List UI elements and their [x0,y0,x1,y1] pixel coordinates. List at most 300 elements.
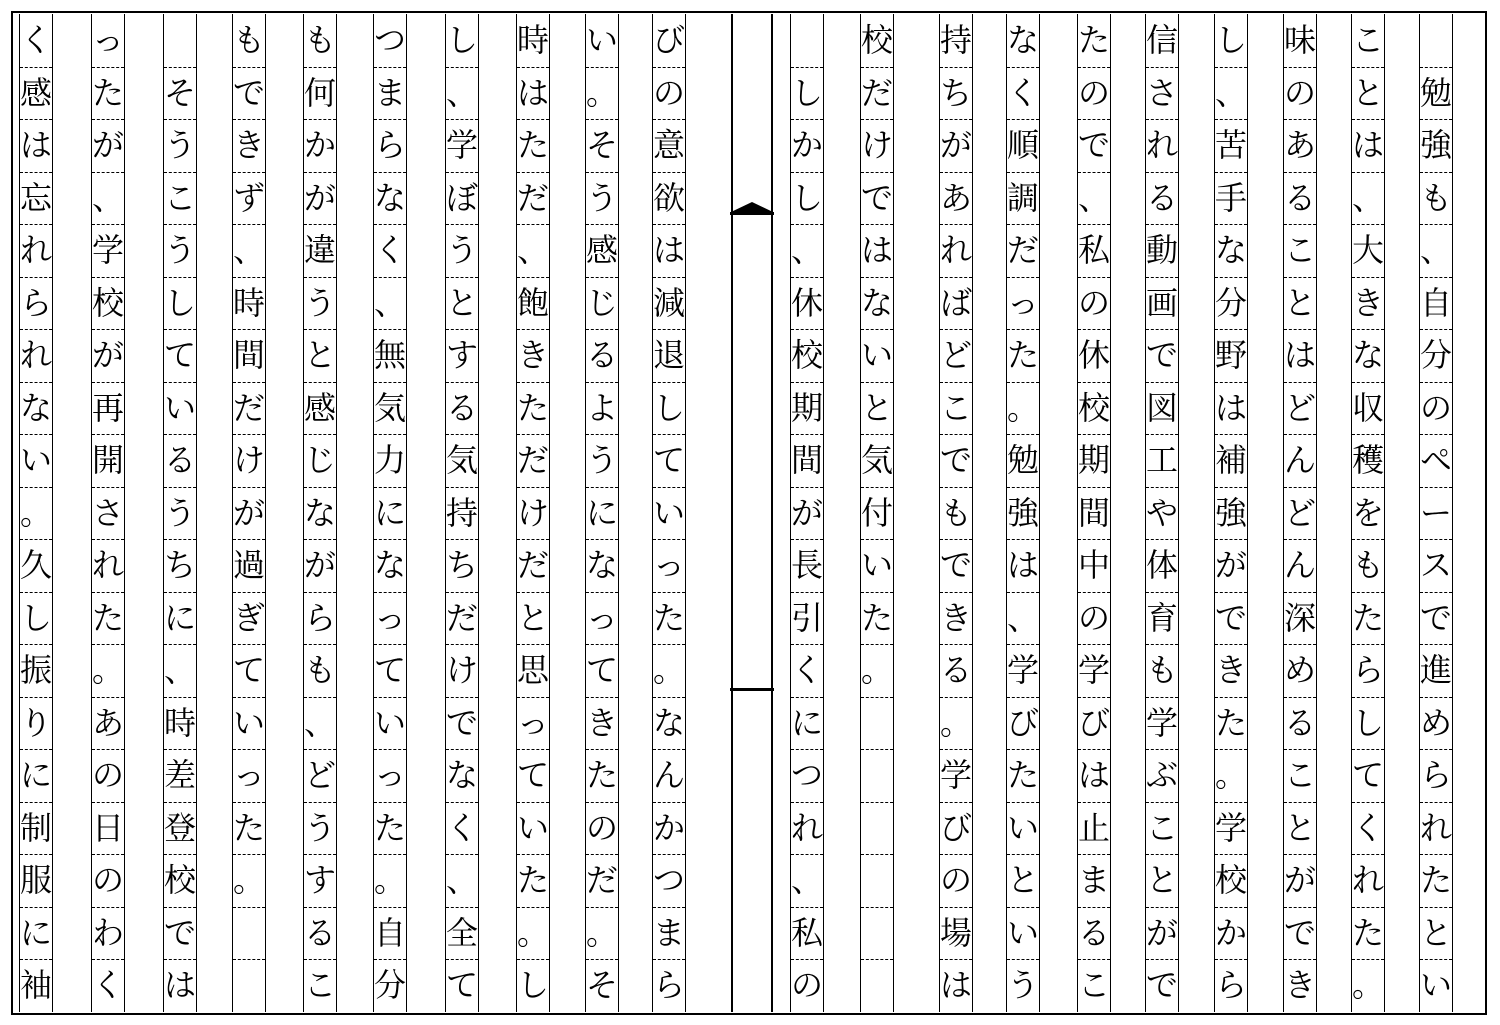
manuscript-cell: 引 [791,598,824,637]
manuscript-cell: し [517,966,550,1005]
manuscript-cell: あ [1284,126,1317,165]
manuscript-cell: た [1007,336,1040,375]
manuscript-cell: す [446,336,479,375]
manuscript-cell: 、 [517,231,550,270]
manuscript-cell: っ [92,21,125,60]
manuscript-cell: い [20,441,53,480]
manuscript-cell: 気 [374,388,407,427]
manuscript-cell: い [861,546,894,585]
manuscript-cell: だ [446,598,479,637]
manuscript-cell: だ [233,388,266,427]
manuscript-cell: の [1078,283,1111,322]
spine-bottom-mark [730,688,774,691]
manuscript-cell: 時 [164,703,197,742]
manuscript-cell: に [20,913,53,952]
manuscript-cell: 制 [20,808,53,847]
manuscript-cell: 気 [861,441,894,480]
manuscript-cell: 。 [586,913,619,952]
manuscript-cell: ら [374,126,407,165]
manuscript-cell: が [304,178,337,217]
manuscript-cell: 。 [1352,966,1385,1005]
manuscript-cell: め [1284,651,1317,690]
manuscript-cell: き [517,336,550,375]
manuscript-cell: が [1146,913,1179,952]
manuscript-cell: と [1420,913,1453,952]
manuscript-cell: 工 [1146,441,1179,480]
manuscript-cell: は [653,231,686,270]
manuscript-cell: き [586,703,619,742]
manuscript-cell: 育 [1146,598,1179,637]
manuscript-cell: て [517,756,550,795]
manuscript-cell: や [1146,493,1179,532]
manuscript-cell: 思 [517,651,550,690]
manuscript-cell: 。 [92,651,125,690]
manuscript-cell: て [586,651,619,690]
manuscript-cell: に [164,598,197,637]
manuscript-cell: も [1146,651,1179,690]
manuscript-cell: ず [233,178,266,217]
manuscript-cell: 強 [1420,126,1453,165]
manuscript-cell: ち [940,73,973,112]
manuscript-cell: に [586,493,619,532]
manuscript-cell: く [1007,73,1040,112]
manuscript-cell: 付 [861,493,894,532]
manuscript-cell: 学 [1078,651,1111,690]
manuscript-cell: 欲 [653,178,686,217]
manuscript-cell: 振 [20,651,53,690]
manuscript-cell: で [164,913,197,952]
manuscript-cell: 。 [374,861,407,900]
manuscript-cell: て [233,651,266,690]
spine-line-left [731,14,733,1012]
manuscript-cell: 自 [374,913,407,952]
manuscript-cell: っ [374,598,407,637]
manuscript-cell [861,907,893,960]
manuscript-cell: 苦 [1215,126,1248,165]
manuscript-cell: の [1420,388,1453,427]
manuscript-cell: 補 [1215,441,1248,480]
manuscript-cell: ま [1078,861,1111,900]
manuscript-cell: し [20,598,53,637]
manuscript-cell: も [304,651,337,690]
manuscript-cell: た [92,598,125,637]
manuscript-cell: れ [1420,808,1453,847]
manuscript-cell: な [586,546,619,585]
manuscript-cell: う [304,283,337,322]
manuscript-cell: れ [92,546,125,585]
manuscript-cell [861,749,893,802]
manuscript-cell: 。 [940,703,973,742]
manuscript-cell: か [1215,913,1248,952]
manuscript-cell: る [1078,913,1111,952]
manuscript-cell: う [164,493,197,532]
manuscript-cell: れ [791,808,824,847]
manuscript-cell: 時 [517,21,550,60]
manuscript-cell: く [446,808,479,847]
manuscript-cell: い [517,808,550,847]
manuscript-cell: く [92,966,125,1005]
manuscript-cell: じ [304,441,337,480]
manuscript-column [860,14,894,1012]
manuscript-cell: な [653,703,686,742]
manuscript-cell: 感 [20,73,53,112]
manuscript-cell: に [20,756,53,795]
manuscript-cell: た [374,808,407,847]
manuscript-cell: る [1284,178,1317,217]
manuscript-cell: は [1284,336,1317,375]
manuscript-cell: た [586,756,619,795]
manuscript-cell: は [1352,126,1385,165]
manuscript-column [163,14,197,1012]
manuscript-cell: け [446,651,479,690]
manuscript-cell: き [233,126,266,165]
manuscript-cell: る [1146,178,1179,217]
manuscript-column [1214,14,1248,1012]
manuscript-cell: が [304,546,337,585]
manuscript-cell: さ [1146,73,1179,112]
manuscript-cell: た [1352,913,1385,952]
manuscript-cell: ら [1215,966,1248,1005]
manuscript-cell: 気 [446,441,479,480]
manuscript-cell: 期 [791,388,824,427]
manuscript-cell: な [374,546,407,585]
manuscript-cell: 、 [791,861,824,900]
manuscript-cell [1420,14,1452,67]
manuscript-column [939,14,973,1012]
manuscript-cell: 過 [233,546,266,585]
manuscript-column [373,14,407,1012]
manuscript-cell: き [1284,966,1317,1005]
manuscript-cell: は [1078,756,1111,795]
manuscript-cell: と [861,388,894,427]
manuscript-cell: 。 [20,493,53,532]
manuscript-cell: い [1420,966,1453,1005]
manuscript-cell: の [1078,73,1111,112]
manuscript-cell: 、 [374,283,407,322]
manuscript-cell: こ [1078,966,1111,1005]
manuscript-column [19,14,53,1012]
manuscript-cell: 、 [446,861,479,900]
manuscript-cell: 校 [861,21,894,60]
manuscript-cell: だ [517,546,550,585]
manuscript-cell: っ [1007,283,1040,322]
manuscript-cell: 校 [1215,861,1248,900]
manuscript-cell: 。 [586,73,619,112]
manuscript-column [445,14,479,1012]
manuscript-cell: 強 [1007,493,1040,532]
manuscript-cell [861,802,893,855]
manuscript-cell: が [233,493,266,532]
manuscript-cell: 退 [653,336,686,375]
manuscript-cell: し [791,178,824,217]
manuscript-cell: 、 [233,231,266,270]
manuscript-cell: 、 [164,651,197,690]
manuscript-cell: ぎ [233,598,266,637]
manuscript-cell: 、 [1078,178,1111,217]
manuscript-cell: 持 [446,493,479,532]
manuscript-cell: ど [304,756,337,795]
manuscript-cell: し [164,283,197,322]
manuscript-cell: 分 [1215,283,1248,322]
manuscript-cell: 休 [1078,336,1111,375]
manuscript-cell: す [304,861,337,900]
manuscript-cell: 穫 [1352,441,1385,480]
manuscript-cell: き [1215,651,1248,690]
manuscript-cell: く [1352,808,1385,847]
manuscript-cell: は [164,966,197,1005]
manuscript-cell: 校 [791,336,824,375]
manuscript-cell: ペ [1420,441,1453,480]
manuscript-column [1077,14,1111,1012]
manuscript-cell: こ [1146,808,1179,847]
manuscript-cell: 間 [1078,493,1111,532]
manuscript-cell: と [1284,283,1317,322]
manuscript-cell: だ [517,178,550,217]
manuscript-cell: か [304,126,337,165]
manuscript-cell: ん [1284,546,1317,585]
manuscript-cell: 間 [791,441,824,480]
manuscript-cell: を [1352,493,1385,532]
manuscript-cell: た [653,598,686,637]
manuscript-cell: い [164,388,197,427]
manuscript-cell: て [653,441,686,480]
manuscript-cell: 開 [92,441,125,480]
manuscript-cell: 意 [653,126,686,165]
manuscript-cell: し [446,21,479,60]
manuscript-cell: 画 [1146,283,1179,322]
manuscript-cell: う [304,808,337,847]
manuscript-cell: な [1007,21,1040,60]
manuscript-cell: が [940,126,973,165]
manuscript-cell: ま [653,913,686,952]
manuscript-column [91,14,125,1012]
manuscript-cell: 強 [1215,493,1248,532]
manuscript-cell [861,854,893,907]
manuscript-cell: は [20,126,53,165]
manuscript-cell: か [791,126,824,165]
manuscript-column [1145,14,1179,1012]
manuscript-cell: 、 [446,73,479,112]
manuscript-cell: な [446,756,479,795]
manuscript-cell: 、 [1007,598,1040,637]
manuscript-cell: ら [304,598,337,637]
manuscript-cell: な [1352,336,1385,375]
manuscript-cell: た [1352,598,1385,637]
manuscript-cell: う [446,231,479,270]
manuscript-cell: 順 [1007,126,1040,165]
manuscript-column [232,14,266,1012]
manuscript-cell: の [92,756,125,795]
manuscript-cell: く [374,231,407,270]
manuscript-cell: で [1146,966,1179,1005]
manuscript-cell: っ [586,598,619,637]
manuscript-cell: う [164,231,197,270]
manuscript-cell: さ [92,493,125,532]
manuscript-cell: 校 [92,283,125,322]
manuscript-cell: 長 [791,546,824,585]
manuscript-cell: こ [304,966,337,1005]
manuscript-cell: 。 [517,913,550,952]
manuscript-cell: 減 [653,283,686,322]
manuscript-column [516,14,550,1012]
manuscript-cell: て [164,336,197,375]
manuscript-cell: で [940,546,973,585]
manuscript-cell: い [861,336,894,375]
manuscript-cell: 服 [20,861,53,900]
manuscript-cell: は [861,231,894,270]
manuscript-cell: 分 [374,966,407,1005]
manuscript-cell: 止 [1078,808,1111,847]
manuscript-cell: た [1215,703,1248,742]
manuscript-cell: と [1352,73,1385,112]
manuscript-cell: 全 [446,913,479,952]
manuscript-cell: の [92,861,125,900]
manuscript-cell: 持 [940,21,973,60]
manuscript-cell: こ [1352,21,1385,60]
manuscript-cell [233,959,265,1012]
manuscript-cell: と [304,336,337,375]
manuscript-cell: 信 [1146,21,1179,60]
manuscript-cell: ん [1284,441,1317,480]
manuscript-cell: は [1215,388,1248,427]
manuscript-cell: だ [517,441,550,480]
manuscript-cell: 、 [791,231,824,270]
manuscript-cell: ん [653,756,686,795]
manuscript-cell: 場 [940,913,973,952]
manuscript-cell: で [1420,598,1453,637]
manuscript-cell: は [517,73,550,112]
manuscript-cell: 深 [1284,598,1317,637]
manuscript-cell: 大 [1352,231,1385,270]
manuscript-cell: 進 [1420,651,1453,690]
manuscript-cell: 袖 [20,966,53,1005]
manuscript-cell: け [517,493,550,532]
manuscript-cell: ど [1284,493,1317,532]
manuscript-cell: も [304,21,337,60]
manuscript-cell: 体 [1146,546,1179,585]
manuscript-cell: 、 [304,703,337,742]
manuscript-cell: 飽 [517,283,550,322]
manuscript-cell: 再 [92,388,125,427]
manuscript-cell: じ [586,283,619,322]
manuscript-cell: 図 [1146,388,1179,427]
manuscript-cell: な [20,388,53,427]
manuscript-cell: と [1146,861,1179,900]
manuscript-cell: う [586,178,619,217]
manuscript-cell: て [374,651,407,690]
manuscript-cell: な [304,493,337,532]
manuscript-cell: か [653,808,686,847]
manuscript-cell: び [1078,703,1111,742]
manuscript-cell: た [1420,861,1453,900]
manuscript-cell: で [861,178,894,217]
manuscript-cell: の [653,73,686,112]
manuscript-cell: 登 [164,808,197,847]
manuscript-cell: び [1007,703,1040,742]
manuscript-cell: た [233,808,266,847]
manuscript-cell: も [233,21,266,60]
manuscript-cell: た [517,126,550,165]
manuscript-cell: 校 [1078,388,1111,427]
manuscript-cell: 、 [1215,73,1248,112]
manuscript-cell: れ [20,336,53,375]
manuscript-cell: れ [1352,861,1385,900]
manuscript-cell: な [1215,231,1248,270]
manuscript-cell: で [233,73,266,112]
manuscript-cell: 間 [233,336,266,375]
manuscript-cell: 何 [304,73,337,112]
manuscript-cell: 手 [1215,178,1248,217]
manuscript-cell [861,697,893,750]
manuscript-cell: 分 [1420,336,1453,375]
manuscript-cell: こ [1284,756,1317,795]
manuscript-cell: つ [791,756,824,795]
manuscript-cell: で [940,441,973,480]
manuscript-cell: 収 [1352,388,1385,427]
manuscript-cell: 勉 [1420,73,1453,112]
manuscript-cell: 自 [1420,283,1453,322]
manuscript-cell: 勉 [1007,441,1040,480]
manuscript-cell: の [586,808,619,847]
manuscript-cell: な [861,283,894,322]
manuscript-cell: 学 [92,231,125,270]
manuscript-cell: っ [653,546,686,585]
manuscript-cell: 無 [374,336,407,375]
manuscript-cell: ス [1420,546,1453,585]
manuscript-cell: い [233,703,266,742]
manuscript-cell: わ [92,913,125,952]
manuscript-column [585,14,619,1012]
manuscript-cell: 動 [1146,231,1179,270]
manuscript-cell: つ [374,21,407,60]
manuscript-cell: 私 [1078,231,1111,270]
manuscript-cell: あ [940,178,973,217]
manuscript-cell: ま [374,73,407,112]
manuscript-cell: て [446,966,479,1005]
spine-top-mark [730,212,774,215]
manuscript-cell: で [1215,598,1248,637]
manuscript-cell: た [517,388,550,427]
manuscript-cell: が [1215,546,1248,585]
manuscript-cell: っ [233,756,266,795]
manuscript-cell: 感 [586,231,619,270]
manuscript-cell: で [1146,336,1179,375]
manuscript-cell: ど [940,336,973,375]
manuscript-cell: け [233,441,266,480]
manuscript-cell: は [1007,546,1040,585]
manuscript-column [1419,14,1453,1012]
manuscript-cell: 学 [940,756,973,795]
manuscript-cell: 、 [1352,178,1385,217]
manuscript-cell: 。 [653,651,686,690]
manuscript-cell: 時 [233,283,266,322]
manuscript-cell: た [517,861,550,900]
manuscript-cell: が [92,126,125,165]
manuscript-cell: た [861,598,894,637]
manuscript-cell: き [1352,283,1385,322]
manuscript-cell: ど [1284,388,1317,427]
manuscript-cell: ら [1420,756,1453,795]
manuscript-cell: た [92,73,125,112]
manuscript-cell: だ [861,73,894,112]
manuscript-cell: 感 [304,388,337,427]
manuscript-cell: そ [586,966,619,1005]
manuscript-column [1351,14,1385,1012]
manuscript-cell: も [1420,178,1453,217]
manuscript-cell: た [1007,756,1040,795]
manuscript-cell: 学 [1215,808,1248,847]
manuscript-cell: る [586,336,619,375]
